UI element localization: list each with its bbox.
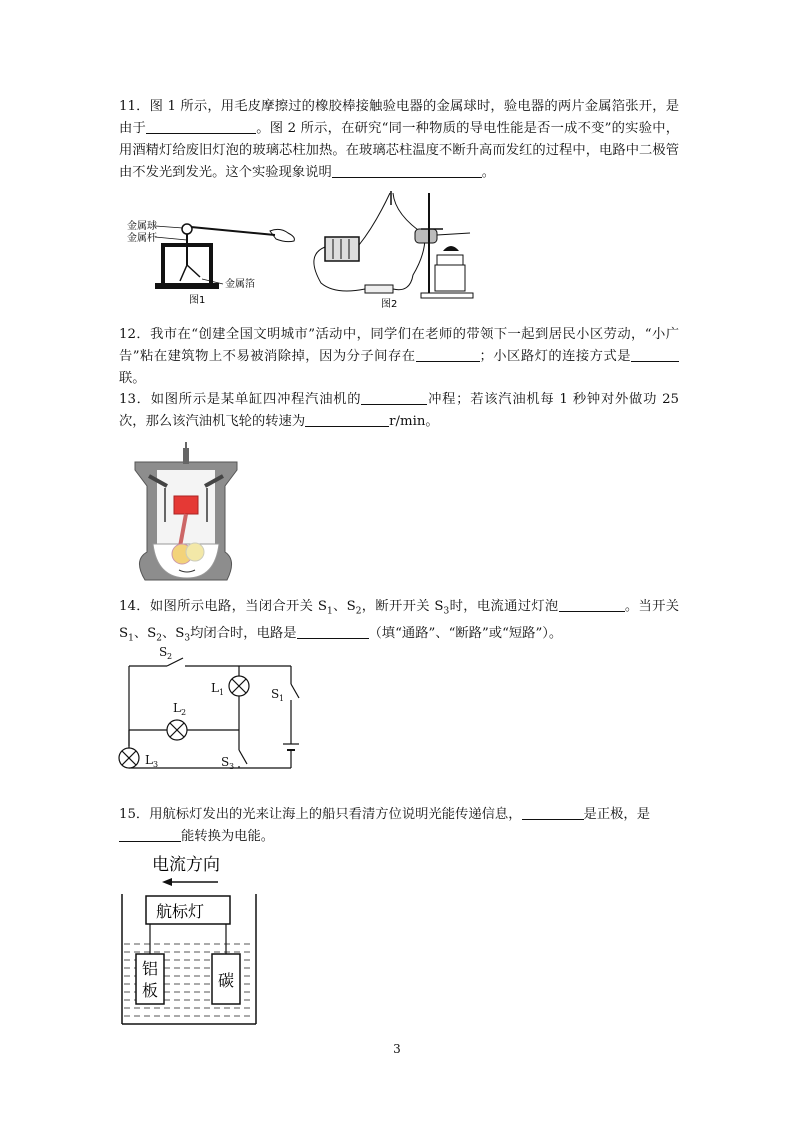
metal-ball xyxy=(182,224,192,234)
label-metal-rod: 金属杆 xyxy=(127,233,157,244)
sub-2: 2 xyxy=(355,606,362,617)
q14-text-2: ，断开开关 S xyxy=(361,599,444,614)
current-direction-label: 电流方向 xyxy=(152,855,220,875)
label-s3: S xyxy=(221,755,230,769)
q14-text-1: 14．如图所示电路，当闭合开关 S xyxy=(119,599,327,614)
hand-icon xyxy=(270,229,294,241)
metal-foil xyxy=(180,265,200,281)
q12-text-3: 联。 xyxy=(119,371,146,386)
q14-text-4: 。当开关 S xyxy=(119,599,680,641)
circuit-diagram xyxy=(115,640,315,780)
q11-blank-1[interactable] xyxy=(146,119,256,134)
sub-1: 1 xyxy=(326,606,333,617)
engine-figure xyxy=(127,440,245,588)
circuit-figure xyxy=(115,640,315,780)
sub-3: 3 xyxy=(443,606,450,617)
label-metal-foil: 金属箔 xyxy=(225,279,255,290)
switch-s3 xyxy=(239,750,247,764)
q14-text-6: （填“通路”、“断路”或“短路”）。 xyxy=(368,625,563,641)
label-l1: L xyxy=(211,681,219,695)
sub-3b: 3 xyxy=(184,633,191,644)
fig1-caption: 图1 xyxy=(189,295,206,306)
label-l3-sub: 3 xyxy=(153,760,159,769)
q12-text-1: 12．我市在“创建全国文明城市”活动中，同学们在老师的带领下一起到居民小区劳动，“小广告”粘在建筑物上不易被消除掉，因为分子间存在 xyxy=(119,327,679,364)
question-15 xyxy=(119,804,679,848)
question-11 xyxy=(119,96,679,184)
q12-text-2: ；小区路灯的连接方式是 xyxy=(479,349,631,364)
beacon-figure xyxy=(118,850,258,1028)
label-l3: L xyxy=(145,753,153,767)
sub-2b: 2 xyxy=(156,633,162,644)
label-s3-sub: 3 xyxy=(229,762,235,771)
q15-blank-1[interactable] xyxy=(522,805,584,820)
q14-text-1b: 、S xyxy=(332,599,356,614)
q14-text-3: 时，电流通过灯泡 xyxy=(449,599,559,614)
beacon-battery-diagram xyxy=(118,850,258,1028)
alcohol-lamp xyxy=(437,255,463,265)
switch-s1 xyxy=(291,684,299,698)
aluminum-label-2: 板 xyxy=(142,981,159,1000)
piston xyxy=(174,496,198,514)
beacon-lamp-label: 航标灯 xyxy=(156,902,205,921)
q11-text-2: 。图 2 所示，在研究“同一种物质的导电性能是否一成不变”的实验中，用酒精灯给废旧灯泡的玻璃芯柱加热。在玻璃芯柱温度不断升高而发红的过程中，电路中二极管由不发光到发光。这个实验现象说明 xyxy=(119,121,679,180)
page-number: 3 xyxy=(393,1042,401,1056)
diode xyxy=(365,285,393,293)
q12-blank-2[interactable] xyxy=(631,347,679,362)
q15-text-1: 15．用航标灯发出的光来让海上的船只看清方位说明光能传递信息， xyxy=(119,807,522,822)
electroscope-base xyxy=(155,283,219,289)
rubber-rod xyxy=(191,227,275,235)
label-s1: S xyxy=(271,687,280,701)
electroscope-and-circuit-diagram xyxy=(125,185,485,315)
q14-text-4a: 、S xyxy=(133,625,157,641)
q11-text-3: 。 xyxy=(481,165,496,180)
q14-text-4b: 、S xyxy=(161,625,185,641)
label-l2: L xyxy=(173,701,181,715)
q14-blank-1[interactable] xyxy=(559,597,625,612)
label-l1-sub: 1 xyxy=(219,688,225,697)
q15-text-3: 能转换为电能。 xyxy=(181,829,275,844)
question-12 xyxy=(119,324,679,390)
label-s2-sub: 2 xyxy=(167,652,173,661)
label-s2: S xyxy=(159,645,168,659)
glass-core-lamp xyxy=(415,229,437,243)
q15-blank-2[interactable] xyxy=(119,827,181,842)
q13-text-3: r/min。 xyxy=(389,414,439,429)
alcohol-lamp-flame xyxy=(443,246,459,251)
q14-text-5: 均闭合时，电路是 xyxy=(190,625,297,641)
spark-plug xyxy=(183,448,189,464)
q13-blank-1[interactable] xyxy=(361,390,427,405)
q15-text-2: 是正极，是 xyxy=(583,807,651,822)
q12-blank-1[interactable] xyxy=(416,347,480,362)
lamp-stand xyxy=(435,265,465,291)
label-s1-sub: 1 xyxy=(279,694,285,703)
q13-text-2: 冲程；若该汽油机每 1 秒钟对外做功 25 次，那么该汽油机飞轮的转速为 xyxy=(119,392,680,429)
engine-cross-section xyxy=(127,440,245,588)
figure-1-2 xyxy=(125,185,485,315)
q11-text-1: 11．图 1 所示，用毛皮摩擦过的橡胶棒接触验电器的金属球时，验电器的两片金属箔张开，是由于 xyxy=(119,99,679,136)
q13-text-1: 13．如图所示是某单缸四冲程汽油机的 xyxy=(119,392,362,407)
carbon-label: 碳 xyxy=(218,971,235,990)
q14-blank-2[interactable] xyxy=(297,624,369,639)
q13-blank-2[interactable] xyxy=(305,412,389,427)
sub-1b: 1 xyxy=(128,633,134,644)
label-metal-ball: 金属球 xyxy=(127,221,157,232)
fig2-caption: 图2 xyxy=(381,299,398,310)
q11-blank-2[interactable] xyxy=(332,163,482,178)
battery-box xyxy=(325,237,359,261)
question-13 xyxy=(119,389,679,433)
label-l2-sub: 2 xyxy=(181,708,187,717)
aluminum-label-1: 铝 xyxy=(142,959,159,978)
